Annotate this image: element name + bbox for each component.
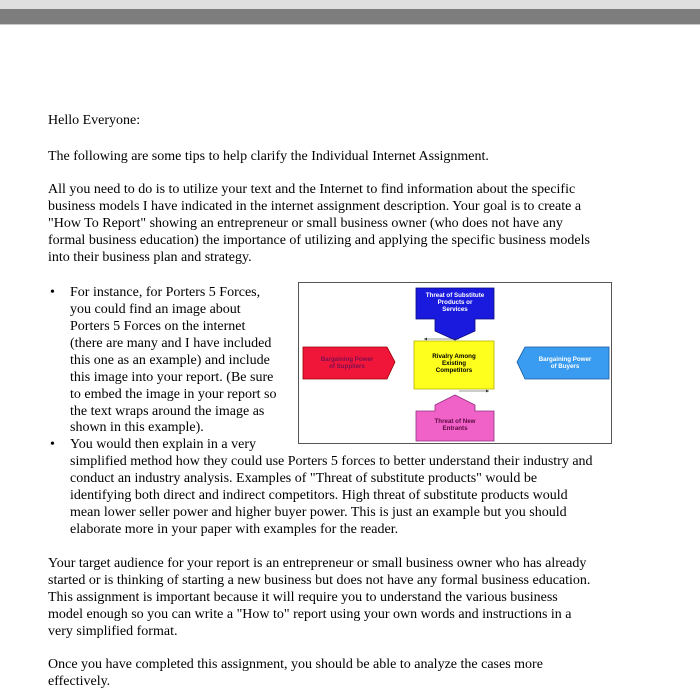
text-line: very simplified format. — [48, 624, 178, 639]
text-line: this image into your report. (Be sure — [70, 370, 274, 385]
text-line: All you need to do is to utilize your text and the Internet to find information about the specific — [48, 182, 576, 197]
porters-five-forces-diagram — [298, 282, 612, 444]
text-line: For instance, for Porters 5 Forces, — [70, 285, 261, 300]
text-line: business models I have indicated in the internet assignment description. Your goal is to create a — [48, 199, 582, 214]
text-line: This assignment is important because it will require you to understand the various business — [48, 590, 558, 605]
toolbar-strip — [0, 9, 700, 25]
substitutes-label: Services — [442, 306, 468, 313]
text-line: You would then explain in a very — [70, 437, 256, 452]
text-line: model enough so you can write a "How to" report using your own words and instructions in a — [48, 607, 572, 622]
substitutes-label: Products or — [437, 299, 473, 306]
text-line: Porters 5 Forces on the internet — [70, 319, 246, 334]
suppliers-label: Bargaining Power — [320, 356, 374, 363]
buyers-label: Bargaining Power — [538, 356, 592, 363]
text-line: formal business education) the importance of utilizing and applying the specific business models — [48, 233, 590, 248]
window-top-bar — [0, 0, 700, 9]
text-line: (there are many and I have included — [70, 336, 272, 351]
text-line: the text wraps around the image as — [70, 404, 265, 419]
text-line: identifying both direct and indirect competitors. High threat of substitute products would — [70, 488, 568, 503]
text-line: simplified method how they could use Porters 5 forces to better understand their industry and — [70, 454, 593, 469]
text-line: "How To Report" showing an entrepreneur or small business owner (who does not have any — [48, 216, 563, 231]
text-line: shown in this example). — [70, 420, 204, 435]
text-line: started or is thinking of starting a new business but does not have any formal business education. — [48, 573, 591, 588]
entrants-label: Threat of New — [434, 418, 476, 425]
text-line: this one as an example) and include — [70, 353, 270, 368]
text-line: into their business plan and strategy. — [48, 250, 252, 265]
text-line: conduct an industry analysis. Examples of "Threat of substitute products" would be — [70, 471, 538, 486]
intro-text: The following are some tips to help clarify the Individual Internet Assignment. — [48, 149, 489, 164]
text-line: you could find an image about — [70, 302, 241, 317]
text-line: effectively. — [48, 674, 111, 689]
text-line: mean lower seller power and higher buyer power. This is just an example but you should — [70, 505, 567, 520]
buyers-label: of Buyers — [550, 363, 580, 370]
bullet-marker: • — [50, 437, 55, 452]
entrants-label: Entrants — [442, 425, 468, 432]
text-line: Once you have completed this assignment, you should be able to analyze the cases more — [48, 657, 543, 672]
text-line: elaborate more in your paper with examples for the reader. — [70, 522, 399, 537]
rivalry-label: Rivalry Among — [432, 353, 476, 360]
suppliers-label: of Suppliers — [329, 363, 365, 370]
rivalry-label: Competitors — [435, 367, 473, 374]
greeting: Hello Everyone: — [48, 113, 141, 128]
bullet-marker: • — [50, 285, 55, 300]
text-line: to embed the image in your report so — [70, 387, 277, 402]
substitutes-label: Threat of Substitute — [425, 292, 485, 299]
rivalry-label: Existing — [441, 360, 467, 367]
text-line: Your target audience for your report is an entrepreneur or small business owner who has already — [48, 556, 587, 571]
